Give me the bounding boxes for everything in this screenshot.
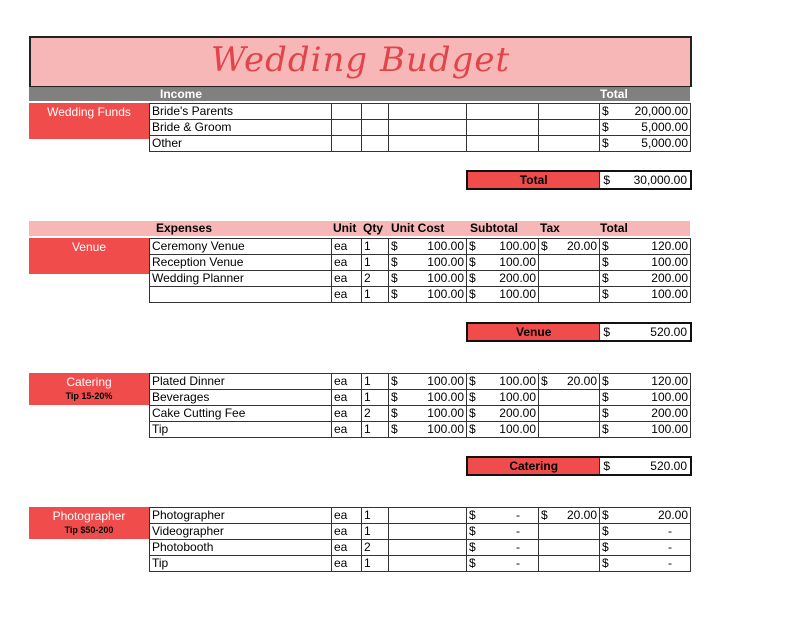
total-cell[interactable]	[600, 374, 691, 390]
currency-symbol: $	[391, 374, 398, 388]
item-name-cell[interactable]: Videographer	[150, 524, 332, 540]
subtotal-cell[interactable]	[467, 524, 539, 540]
tax-cell[interactable]	[539, 556, 600, 572]
qty-cell[interactable]: 1	[362, 390, 389, 406]
currency-symbol: $	[469, 508, 476, 522]
income-header-label: Income	[160, 87, 203, 101]
table-row	[150, 120, 691, 136]
currency-symbol: $	[602, 508, 609, 522]
subtotal-cell-wrap	[469, 524, 536, 539]
qty-cell[interactable]: 1	[362, 422, 389, 438]
qty-cell[interactable]: 1	[362, 287, 389, 303]
unit-cost-cell-wrap	[391, 390, 464, 405]
currency-symbol: $	[603, 173, 611, 187]
qty-cell[interactable]: 2	[362, 540, 389, 556]
subtotal-cell-value: 100.00	[499, 390, 536, 404]
income-name-cell[interactable]: Bride's Parents	[150, 104, 332, 120]
item-name-cell[interactable]: Ceremony Venue	[150, 239, 332, 255]
table-row	[150, 136, 691, 152]
section-total-label: Catering	[468, 458, 599, 474]
item-name-cell[interactable]: Cake Cutting Fee	[150, 406, 332, 422]
total-cell-wrap	[602, 556, 688, 571]
table-row	[150, 287, 691, 303]
total-cell-wrap	[602, 422, 688, 437]
qty-cell[interactable]: 1	[362, 255, 389, 271]
total-cell-value: 200.00	[651, 271, 688, 285]
tax-cell[interactable]	[539, 406, 600, 422]
total-cell[interactable]	[600, 540, 691, 556]
table-row	[150, 540, 691, 556]
income-total-value	[599, 172, 690, 188]
unit-cell[interactable]: ea	[332, 374, 362, 390]
total-cell-wrap	[602, 239, 688, 254]
income-total-cell-wrap	[602, 104, 688, 119]
tax-cell-value: 20.00	[566, 508, 597, 522]
total-cell-value: 100.00	[651, 287, 688, 301]
unit-cell[interactable]: ea	[332, 422, 362, 438]
total-cell-value: -	[668, 540, 672, 554]
unit-cell[interactable]: ea	[332, 508, 362, 524]
col-tax: Tax	[540, 221, 560, 235]
subtotal-cell[interactable]	[467, 271, 539, 287]
income-total-box	[466, 170, 692, 190]
subtotal-cell-wrap	[469, 508, 536, 523]
unit-cost-cell-wrap	[391, 406, 464, 421]
unit-cost-cell[interactable]	[389, 374, 467, 390]
category-venue	[29, 238, 149, 274]
tax-cell[interactable]	[539, 540, 600, 556]
section-table-catering	[149, 373, 691, 438]
empty-cell[interactable]	[389, 120, 467, 136]
table-row	[150, 524, 691, 540]
subtotal-cell-value: 100.00	[499, 239, 536, 253]
unit-cost-cell-value: 100.00	[427, 255, 464, 269]
income-total-cell-value: 5,000.00	[641, 136, 688, 150]
income-total-cell[interactable]	[600, 120, 691, 136]
subtotal-cell-wrap	[469, 239, 536, 254]
category-catering	[29, 373, 149, 405]
total-cell[interactable]	[600, 239, 691, 255]
currency-symbol: $	[391, 406, 398, 420]
subtotal-cell[interactable]	[467, 508, 539, 524]
currency-symbol: $	[391, 422, 398, 436]
unit-cost-cell-value: 100.00	[427, 287, 464, 301]
income-total-cell-wrap	[602, 120, 688, 135]
tax-cell[interactable]	[539, 390, 600, 406]
section-table-venue	[149, 238, 691, 303]
col-unit: Unit	[333, 221, 357, 235]
total-cell-value: 120.00	[651, 239, 688, 253]
unit-cost-cell[interactable]	[389, 422, 467, 438]
currency-symbol: $	[541, 374, 548, 388]
unit-cost-cell-wrap	[391, 374, 464, 389]
empty-cell[interactable]	[362, 120, 389, 136]
currency-symbol: $	[603, 325, 611, 339]
total-cell-wrap	[602, 287, 688, 302]
total-cell[interactable]	[600, 556, 691, 572]
subtotal-cell[interactable]	[467, 422, 539, 438]
subtotal-cell-wrap	[469, 271, 536, 286]
table-row	[150, 406, 691, 422]
total-cell[interactable]	[600, 422, 691, 438]
item-name-cell[interactable]: Plated Dinner	[150, 374, 332, 390]
qty-cell[interactable]: 1	[362, 239, 389, 255]
income-total-cell-value: 20,000.00	[634, 104, 688, 118]
page-title: Wedding Budget	[210, 40, 511, 80]
unit-cell[interactable]: ea	[332, 556, 362, 572]
item-name-cell[interactable]: Tip	[150, 422, 332, 438]
tax-cell-wrap	[541, 239, 597, 254]
unit-cell[interactable]: ea	[332, 271, 362, 287]
total-cell-value: -	[668, 556, 672, 570]
subtotal-cell-value: -	[516, 524, 520, 538]
subtotal-cell-wrap	[469, 255, 536, 270]
unit-cost-cell-wrap	[391, 255, 464, 270]
qty-cell[interactable]: 2	[362, 271, 389, 287]
subtotal-cell-wrap	[469, 422, 536, 437]
total-cell[interactable]	[600, 508, 691, 524]
subtotal-cell-wrap	[469, 287, 536, 302]
unit-cell[interactable]: ea	[332, 406, 362, 422]
section-total-value	[599, 324, 690, 340]
unit-cost-cell[interactable]	[389, 406, 467, 422]
subtotal-cell-value: -	[516, 508, 520, 522]
tax-cell[interactable]	[539, 422, 600, 438]
subtotal-cell-wrap	[469, 390, 536, 405]
unit-cost-cell-wrap	[391, 239, 464, 254]
total-cell[interactable]	[600, 390, 691, 406]
unit-cost-cell[interactable]	[389, 255, 467, 271]
tax-cell[interactable]	[539, 255, 600, 271]
currency-symbol: $	[391, 271, 398, 285]
unit-cost-cell-value: 100.00	[427, 374, 464, 388]
item-name-cell[interactable]: Beverages	[150, 390, 332, 406]
subtotal-cell[interactable]	[467, 406, 539, 422]
table-row	[150, 239, 691, 255]
currency-symbol: $	[469, 239, 476, 253]
qty-cell[interactable]: 1	[362, 556, 389, 572]
unit-cost-cell[interactable]	[389, 524, 467, 540]
empty-cell[interactable]	[362, 136, 389, 152]
unit-cost-cell[interactable]	[389, 556, 467, 572]
unit-cost-cell[interactable]	[389, 287, 467, 303]
qty-cell[interactable]: 1	[362, 524, 389, 540]
table-row	[150, 374, 691, 390]
income-total-amount: 30,000.00	[633, 173, 687, 187]
subtotal-cell-value: 100.00	[499, 422, 536, 436]
total-cell-wrap	[602, 540, 688, 555]
tax-cell-wrap	[541, 508, 597, 523]
currency-symbol: $	[602, 136, 609, 150]
currency-symbol: $	[469, 287, 476, 301]
unit-cost-cell-value: 100.00	[427, 406, 464, 420]
unit-cost-cell[interactable]	[389, 390, 467, 406]
tax-cell-value: 20.00	[566, 239, 597, 253]
section-total-box-catering	[466, 456, 692, 476]
category-label: Wedding Funds	[47, 105, 131, 119]
col-expenses: Expenses	[156, 221, 213, 235]
unit-cost-cell-wrap	[391, 271, 464, 286]
section-table-photographer	[149, 507, 691, 572]
currency-symbol: $	[602, 406, 609, 420]
total-cell-value: 200.00	[651, 406, 688, 420]
unit-cost-cell[interactable]	[389, 540, 467, 556]
empty-cell[interactable]	[389, 104, 467, 120]
subtotal-cell-wrap	[469, 406, 536, 421]
category-wedding-funds	[29, 103, 149, 139]
col-total: Total	[600, 221, 628, 235]
table-row	[150, 556, 691, 572]
item-name-cell[interactable]: Tip	[150, 556, 332, 572]
item-name-cell[interactable]: Reception Venue	[150, 255, 332, 271]
empty-cell[interactable]	[539, 120, 600, 136]
title-banner	[29, 36, 692, 87]
currency-symbol: $	[602, 374, 609, 388]
item-name-cell[interactable]	[150, 287, 332, 303]
subtotal-cell[interactable]	[467, 374, 539, 390]
total-cell-value: -	[668, 524, 672, 538]
currency-symbol: $	[602, 556, 609, 570]
empty-cell[interactable]	[332, 120, 362, 136]
unit-cost-cell-value: 100.00	[427, 239, 464, 253]
unit-cost-cell[interactable]	[389, 239, 467, 255]
tax-cell[interactable]	[539, 239, 600, 255]
section-total-box-venue	[466, 322, 692, 342]
total-cell-value: 100.00	[651, 390, 688, 404]
subtotal-cell[interactable]	[467, 287, 539, 303]
unit-cell[interactable]: ea	[332, 239, 362, 255]
table-row	[150, 508, 691, 524]
table-row	[150, 255, 691, 271]
currency-symbol: $	[602, 524, 609, 538]
tax-cell[interactable]	[539, 271, 600, 287]
total-cell-value: 20.00	[657, 508, 688, 522]
currency-symbol: $	[469, 540, 476, 554]
empty-cell[interactable]	[467, 104, 539, 120]
currency-symbol: $	[469, 422, 476, 436]
income-total-cell[interactable]	[600, 136, 691, 152]
tax-cell[interactable]	[539, 374, 600, 390]
income-name-cell[interactable]: Other	[150, 136, 332, 152]
subtotal-cell-value: -	[516, 556, 520, 570]
category-label: Photographer	[52, 509, 126, 523]
unit-cost-cell[interactable]	[389, 271, 467, 287]
total-cell-value: 120.00	[651, 374, 688, 388]
subtotal-cell[interactable]	[467, 540, 539, 556]
total-cell-wrap	[602, 390, 688, 405]
qty-cell[interactable]: 1	[362, 374, 389, 390]
category-note: Tip 15-20%	[65, 391, 113, 401]
unit-cost-cell-wrap	[391, 422, 464, 437]
currency-symbol: $	[602, 287, 609, 301]
total-cell-wrap	[602, 524, 688, 539]
tax-cell[interactable]	[539, 524, 600, 540]
table-row	[150, 422, 691, 438]
unit-cell[interactable]: ea	[332, 540, 362, 556]
unit-cell[interactable]: ea	[332, 390, 362, 406]
currency-symbol: $	[391, 255, 398, 269]
table-row	[150, 104, 691, 120]
item-name-cell[interactable]: Photographer	[150, 508, 332, 524]
total-cell-wrap	[602, 255, 688, 270]
category-label: Catering	[66, 375, 112, 389]
empty-cell[interactable]	[389, 136, 467, 152]
total-cell[interactable]	[600, 255, 691, 271]
subtotal-cell-wrap	[469, 556, 536, 571]
category-photographer	[29, 507, 149, 539]
income-name-cell[interactable]: Bride & Groom	[150, 120, 332, 136]
unit-cost-cell-value: 100.00	[427, 390, 464, 404]
unit-cost-cell-wrap	[391, 287, 464, 302]
currency-symbol: $	[469, 390, 476, 404]
unit-cost-cell-value: 100.00	[427, 422, 464, 436]
currency-symbol: $	[602, 540, 609, 554]
income-total-label: Total	[468, 172, 599, 188]
currency-symbol: $	[469, 374, 476, 388]
tax-cell-wrap	[541, 374, 597, 389]
item-name-cell[interactable]: Wedding Planner	[150, 271, 332, 287]
section-total-value	[599, 458, 690, 474]
income-header	[29, 87, 690, 101]
currency-symbol: $	[602, 239, 609, 253]
col-unit-cost: Unit Cost	[391, 221, 445, 235]
unit-cost-cell-value: 100.00	[427, 271, 464, 285]
qty-cell[interactable]: 1	[362, 508, 389, 524]
subtotal-cell-value: 200.00	[499, 406, 536, 420]
subtotal-cell[interactable]	[467, 390, 539, 406]
unit-cell[interactable]: ea	[332, 287, 362, 303]
subtotal-cell-value: 100.00	[499, 374, 536, 388]
subtotal-cell-value: 200.00	[499, 271, 536, 285]
empty-cell[interactable]	[539, 104, 600, 120]
total-cell-value: 100.00	[651, 255, 688, 269]
total-cell[interactable]	[600, 524, 691, 540]
currency-symbol: $	[391, 390, 398, 404]
empty-cell[interactable]	[362, 104, 389, 120]
currency-symbol: $	[602, 422, 609, 436]
total-cell-wrap	[602, 406, 688, 421]
item-name-cell[interactable]: Photobooth	[150, 540, 332, 556]
total-cell-wrap	[602, 508, 688, 523]
currency-symbol: $	[602, 390, 609, 404]
category-note: Tip $50-200	[64, 525, 114, 535]
currency-symbol: $	[602, 271, 609, 285]
currency-symbol: $	[469, 524, 476, 538]
qty-cell[interactable]: 2	[362, 406, 389, 422]
subtotal-cell[interactable]	[467, 556, 539, 572]
total-cell-wrap	[602, 374, 688, 389]
subtotal-cell-wrap	[469, 540, 536, 555]
currency-symbol: $	[541, 239, 548, 253]
empty-cell[interactable]	[332, 104, 362, 120]
unit-cell[interactable]: ea	[332, 524, 362, 540]
subtotal-cell-value: 100.00	[499, 255, 536, 269]
currency-symbol: $	[602, 104, 609, 118]
empty-cell[interactable]	[332, 136, 362, 152]
currency-symbol: $	[603, 459, 611, 473]
currency-symbol: $	[391, 239, 398, 253]
income-total-cell-wrap	[602, 136, 688, 151]
currency-symbol: $	[602, 255, 609, 269]
subtotal-cell-value: -	[516, 540, 520, 554]
expenses-header	[29, 221, 690, 236]
subtotal-cell-wrap	[469, 374, 536, 389]
subtotal-cell-value: 100.00	[499, 287, 536, 301]
unit-cell[interactable]: ea	[332, 255, 362, 271]
income-total-cell[interactable]	[600, 104, 691, 120]
tax-cell[interactable]	[539, 508, 600, 524]
tax-cell[interactable]	[539, 287, 600, 303]
total-cell[interactable]	[600, 287, 691, 303]
table-row	[150, 390, 691, 406]
unit-cost-cell[interactable]	[389, 508, 467, 524]
table-row	[150, 271, 691, 287]
empty-cell[interactable]	[467, 136, 539, 152]
currency-symbol: $	[541, 508, 548, 522]
total-cell[interactable]	[600, 406, 691, 422]
currency-symbol: $	[469, 556, 476, 570]
subtotal-cell[interactable]	[467, 255, 539, 271]
currency-symbol: $	[602, 120, 609, 134]
total-cell[interactable]	[600, 271, 691, 287]
tax-cell-value: 20.00	[566, 374, 597, 388]
total-cell-wrap	[602, 271, 688, 286]
col-qty: Qty	[363, 221, 384, 235]
section-total-label: Venue	[468, 324, 599, 340]
empty-cell[interactable]	[539, 136, 600, 152]
currency-symbol: $	[469, 271, 476, 285]
section-total-amount: 520.00	[650, 325, 687, 339]
currency-symbol: $	[391, 287, 398, 301]
empty-cell[interactable]	[467, 120, 539, 136]
income-header-total: Total	[600, 87, 628, 101]
currency-symbol: $	[469, 255, 476, 269]
col-subtotal: Subtotal	[470, 221, 518, 235]
category-label: Venue	[71, 240, 107, 254]
income-table	[149, 103, 691, 152]
subtotal-cell[interactable]	[467, 239, 539, 255]
total-cell-value: 100.00	[651, 422, 688, 436]
currency-symbol: $	[469, 406, 476, 420]
section-total-amount: 520.00	[650, 459, 687, 473]
income-total-cell-value: 5,000.00	[641, 120, 688, 134]
